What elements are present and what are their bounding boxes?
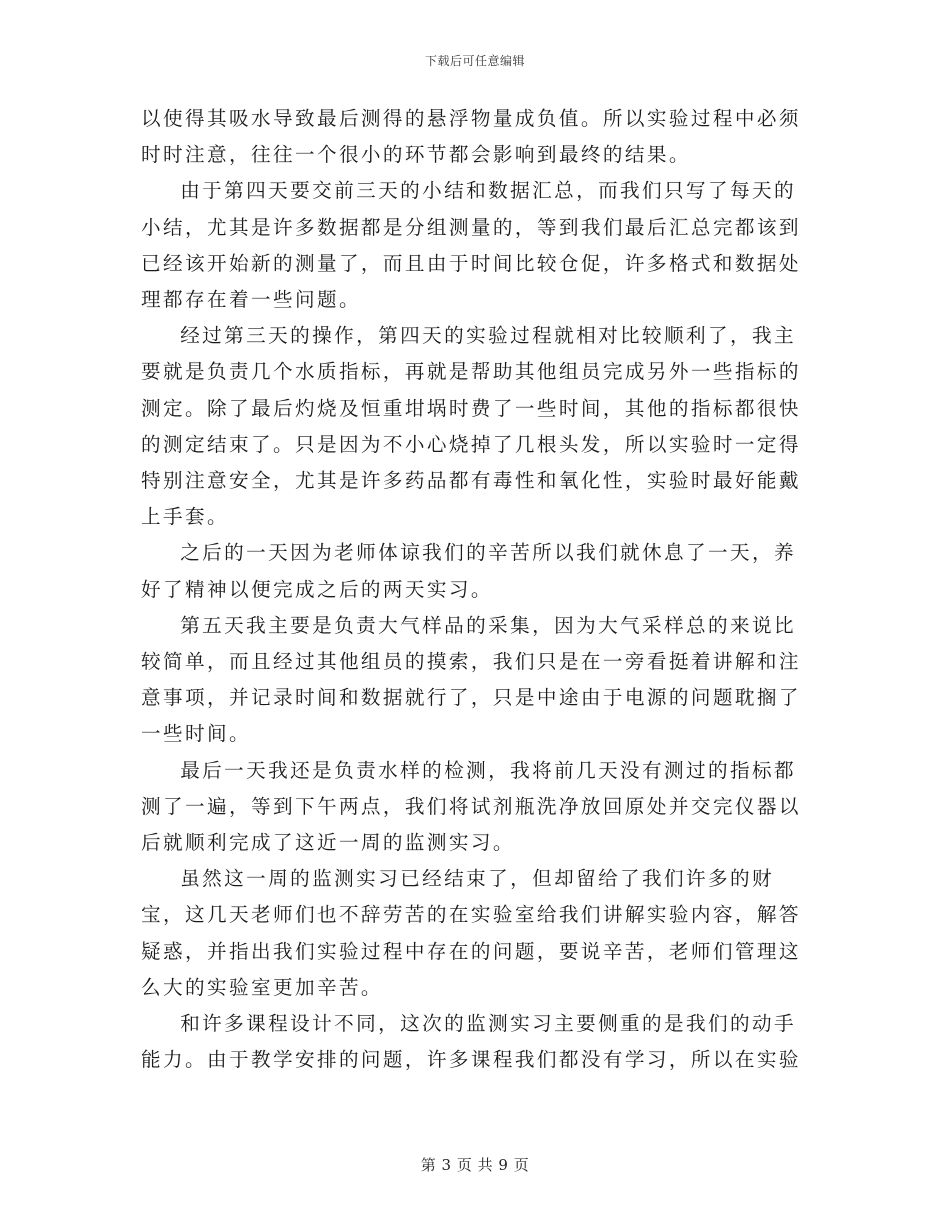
paragraph-day-four-experiment: 经过第三天的操作，第四天的实验过程就相对比较顺利了，我主要就是负责几个水质指标，再就是帮助其他组员完成另外一些指标的测定。除了最后灼烧及恒重坩埚时费了一些时间，其他的指标都很快的测定结束了。只是因为不小心烧掉了几根头发，所以实验时一定得特别注意安全，尤其是许多药品都有毒性和氧化性，实验时最好能戴上手套。	[141, 324, 801, 529]
paragraph-day-four-summary: 由于第四天要交前三天的小结和数据汇总，而我们只写了每天的小结，尤其是许多数据都是分组测量的，等到我们最后汇总完都该到已经该开始新的测量了，而且由于时间比较仓促，许多格式和数据处理都存在着一些问题。	[141, 179, 801, 312]
page-header: 下载后可任意编辑	[424, 54, 525, 68]
paragraph-day-five: 第五天我主要是负责大气样品的采集，因为大气采样总的来说比较简单，而且经过其他组员的摸索，我们只是在一旁看挺着讲解和注意事项，并记录时间和数据就行了，只是中途由于电源的问题耽搁了一些时间。	[141, 613, 801, 746]
page-number: 第 3 页 共 9 页	[420, 1156, 530, 1174]
paragraph-continuation: 以使得其吸水导致最后测得的悬浮物量成负值。所以实验过程中必须时时注意，往往一个很小的环节都会影响到最终的结果。	[141, 107, 801, 167]
paragraph-last-day: 最后一天我还是负责水样的检测，我将前几天没有测过的指标都测了一遍，等到下午两点，我们将试剂瓶洗净放回原处并交完仪器以后就顺利完成了这近一周的监测实习。	[141, 758, 801, 855]
paragraph-reflection: 虽然这一周的监测实习已经结束了，但却留给了我们许多的财宝，这几天老师们也不辞劳苦的在实验室给我们讲解实验内容，解答疑惑，并指出我们实验过程中存在的问题，要说辛苦，老师们管理这么大的实验室更加辛苦。	[141, 867, 801, 999]
paragraph-comparison: 和许多课程设计不同，这次的监测实习主要侧重的是我们的动手能力。由于教学安排的问题，许多课程我们都没有学习，所以在实验	[141, 1012, 801, 1072]
paragraph-rest-day: 之后的一天因为老师体谅我们的辛苦所以我们就休息了一天，养好了精神以便完成之后的两天实习。	[141, 541, 797, 601]
document-body	[141, 101, 809, 1078]
